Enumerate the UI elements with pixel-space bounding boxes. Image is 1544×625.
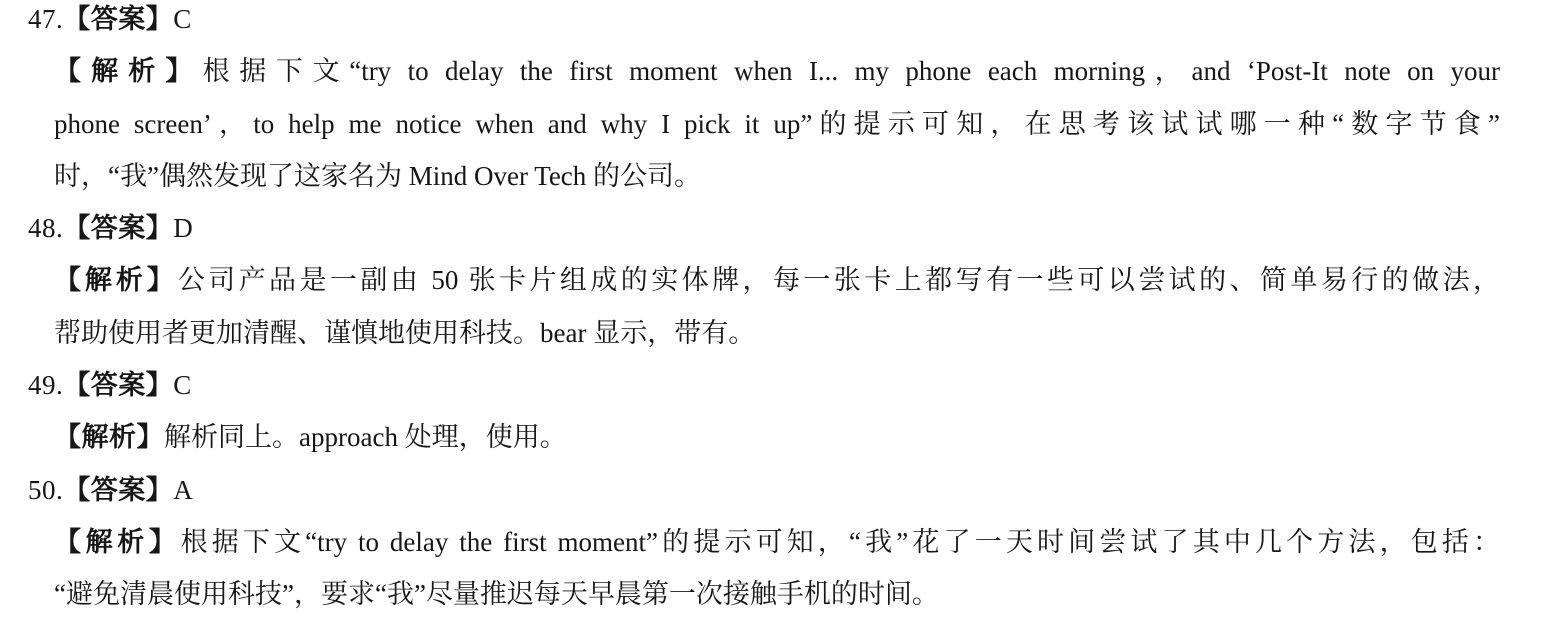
analysis-text: 根据下文“try to delay the first moment”的提示可知，“我”花了一天时间尝试了其中几个方法，包括：: [180, 526, 1500, 557]
question-number: 49.: [28, 370, 64, 401]
analysis-line: [0, 516, 1500, 568]
analysis-line: [0, 98, 1500, 150]
answer-letter: A: [173, 474, 193, 505]
analysis-text: phone screen’，to help me notice when and why I pick it up”的提示可知，在思考该试试哪一种“数字节食”: [54, 108, 1500, 139]
answer-letter: D: [173, 213, 193, 244]
analysis-text: 根据下文“try to delay the first moment when I... my phone each morning，and ‘Post-It note on your: [202, 56, 1500, 87]
answer-label: 【答案】: [63, 474, 174, 505]
analysis-text: 公司产品是一副由 50 张卡片组成的实体牌，每一张卡上都写有一些可以尝试的、简单易行的做法，: [177, 265, 1500, 296]
answer-label: 【答案】: [63, 213, 174, 244]
analysis-label: 【解析】: [54, 422, 164, 453]
answer-line-47: [0, 0, 1544, 45]
analysis-text: 解析同上。approach 处理，使用。: [164, 422, 567, 453]
question-number: 47.: [28, 4, 64, 34]
analysis-text: “避免清晨使用科技”，要求“我”尽量推迟每天早晨第一次接触手机的时间。: [54, 579, 939, 610]
analysis-text: 时，“我”偶然发现了这家名为 Mind Over Tech 的公司。: [54, 160, 702, 191]
answer-letter: C: [173, 4, 192, 34]
analysis-label: 【解析】: [54, 526, 181, 557]
analysis-line: [0, 307, 1500, 359]
analysis-line: [0, 411, 1500, 463]
analysis-line: [0, 45, 1500, 97]
answer-letter: C: [173, 370, 192, 401]
answer-line-50: [0, 464, 1544, 516]
analysis-line: [0, 568, 1500, 620]
question-number: 50.: [28, 474, 64, 505]
analysis-line: [0, 150, 1500, 202]
answer-label: 【答案】: [63, 370, 174, 401]
answer-line-49: [0, 359, 1544, 411]
answer-label: 【答案】: [63, 4, 174, 34]
question-number: 48.: [28, 213, 64, 244]
analysis-text: 帮助使用者更加清醒、谨慎地使用科技。bear 显示，带有。: [54, 317, 756, 348]
analysis-label: 【解析】: [54, 265, 178, 296]
analysis-label: 【解析】: [54, 56, 203, 87]
analysis-line: [0, 254, 1500, 306]
answer-line-48: [0, 202, 1544, 254]
